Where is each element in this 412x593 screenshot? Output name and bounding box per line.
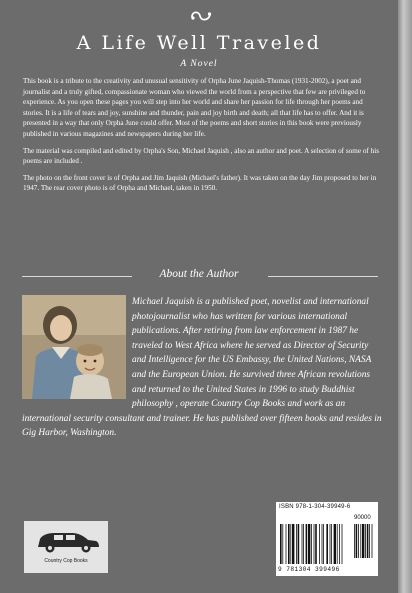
- swirl-ornament-icon: [189, 8, 213, 24]
- book-subtitle: A Novel: [180, 59, 218, 69]
- car-logo-icon: [24, 521, 108, 557]
- description-paragraph: This book is a tribute to the creativity and unusual sensitivity of Orpha June Jaquish-Thomas (1931-2002), a poet and journalist and a truly gifted, compassionate woman who viewed the world from a perspective that few are privileged to experience. As you open these pages you will step into her world and share her passion for life through her poems and stories. It is a life of tears and joy, sunshine and thunder, pain and joy birth and death; all that life has to offer. And it is presented in a way that only Orpha June could offer. Most of the poems and short stories in this book were previously published in various magazines and newspapers during her life.: [23, 77, 366, 138]
- description-paragraph: The material was compiled and edited by Orpha's Son, Michael Jaquish , also an author and poet. A selection of some of his poems are included .: [23, 146, 379, 166]
- about-author-heading: About the Author: [159, 268, 239, 280]
- book-description: [23, 76, 383, 200]
- divider-right: [268, 276, 378, 277]
- book-spine-edge: [398, 0, 412, 593]
- author-bio-text: Michael Jaquish is a published poet, novelist and international photojournalist who has written for various international publications. After retiring from law enforcement in 1987 he traveled to West Africa where he served as Director of Security and Intelligence for the US Embassy, the United Nations, NASA and the European Union. He survived three African revolutions and returned to the United States in 1996 to study Buddhist philosophy , operate Country Cop Books and work as an international security consultant and trainer. He has published over fifteen books and resides in Gig Harbor, Washington.: [22, 297, 382, 439]
- barcode-digits: 9 781304 399496: [278, 566, 340, 573]
- barcode-bars-icon: [276, 502, 378, 576]
- isbn-number: ISBN 978-1-304-39949-6: [279, 504, 351, 510]
- isbn-barcode: [276, 502, 378, 576]
- price-code: 90000: [354, 515, 371, 521]
- author-bio: [22, 295, 382, 441]
- publisher-name: Country Cop Books: [44, 558, 88, 564]
- publisher-logo: [24, 521, 108, 573]
- book-title: A Life Well Traveled: [76, 32, 322, 54]
- description-paragraph: The photo on the front cover is of Orpha and Jim Jaquish (Michael's father). It was taken on the day Jim proposed to her in 1947. The rear cover photo is of Orpha and Michael, taken in 1950.: [23, 173, 377, 193]
